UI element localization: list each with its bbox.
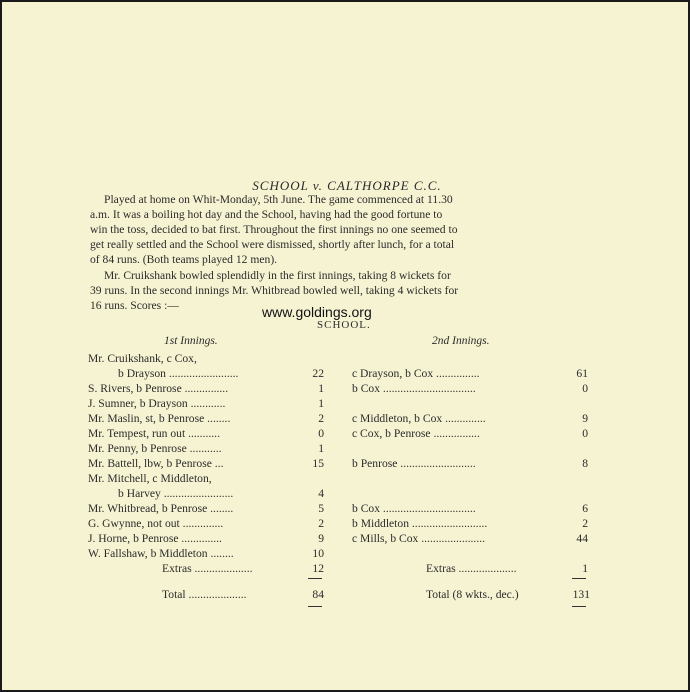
paragraph-line: a.m. It was a boiling hot day and the School, having had the good fortune to bbox=[90, 208, 443, 221]
batsman-row bbox=[352, 501, 592, 516]
batsman-dismissal: Mr. Cruikshank, c Cox, bbox=[88, 352, 197, 365]
batsman-row bbox=[88, 441, 328, 456]
batsman-row bbox=[352, 531, 592, 546]
batsman-dismissal: Mr. Whitbread, b Penrose ........ bbox=[88, 502, 234, 515]
batsman-dismissal: Mr. Tempest, run out ........... bbox=[88, 427, 220, 440]
batsman-row bbox=[352, 411, 592, 426]
batsman-dismissal: W. Fallshaw, b Middleton ........ bbox=[88, 547, 234, 560]
match-report-paragraph-1 bbox=[90, 192, 458, 267]
paragraph-line: 39 runs. In the second innings Mr. Whitbread bowled well, taking 4 wickets for bbox=[90, 284, 459, 297]
extras-label: Extras .................... bbox=[162, 562, 253, 575]
batsman-row bbox=[352, 381, 592, 396]
total-row bbox=[88, 587, 328, 602]
batsman-row bbox=[88, 471, 328, 486]
paragraph-line: 16 runs. Scores :— bbox=[90, 299, 179, 312]
batsman-runs: 15 bbox=[312, 457, 324, 470]
batsman-dismissal: b Penrose .......................... bbox=[352, 457, 476, 470]
paragraph-line: win the toss, decided to bat first. Throughout the first innings no one seemed to bbox=[90, 223, 458, 236]
total-rule bbox=[572, 606, 586, 607]
batsman-runs: 2 bbox=[318, 412, 324, 425]
first-innings-heading: 1st Innings. bbox=[164, 335, 218, 347]
batsman-row bbox=[88, 426, 328, 441]
batsman-row bbox=[88, 351, 328, 366]
batsman-runs: 1 bbox=[318, 397, 324, 410]
batsman-dismissal: c Cox, b Penrose ................ bbox=[352, 427, 480, 440]
batsman-runs: 8 bbox=[582, 457, 588, 470]
batsman-runs: 9 bbox=[582, 412, 588, 425]
total-label: Total .................... bbox=[162, 588, 247, 601]
extras-runs: 12 bbox=[312, 562, 324, 575]
batsman-dismissal: b Harvey ........................ bbox=[118, 487, 234, 500]
batsman-row bbox=[88, 396, 328, 411]
batsman-row bbox=[88, 501, 328, 516]
batsman-runs: 6 bbox=[582, 502, 588, 515]
batsman-row bbox=[352, 456, 592, 471]
batsman-row bbox=[352, 366, 592, 381]
batsman-dismissal: b Cox ................................ bbox=[352, 382, 476, 395]
batsman-runs: 4 bbox=[318, 487, 324, 500]
batsman-runs: 44 bbox=[576, 532, 588, 545]
batsman-row bbox=[88, 411, 328, 426]
extras-row bbox=[352, 561, 592, 576]
paragraph-line: get really settled and the School were dismissed, shortly after lunch, for a total bbox=[90, 238, 455, 251]
batsman-dismissal: G. Gwynne, not out .............. bbox=[88, 517, 224, 530]
batsman-runs: 10 bbox=[312, 547, 324, 560]
batsman-runs: 22 bbox=[312, 367, 324, 380]
total-rule bbox=[308, 606, 322, 607]
second-innings-heading: 2nd Innings. bbox=[432, 335, 490, 347]
batsman-runs: 0 bbox=[318, 427, 324, 440]
batsman-row bbox=[352, 426, 592, 441]
batsman-row bbox=[88, 456, 328, 471]
batsman-dismissal: Mr. Battell, lbw, b Penrose ... bbox=[88, 457, 224, 470]
batsman-row bbox=[88, 531, 328, 546]
extras-row bbox=[88, 561, 328, 576]
paragraph-line: Played at home on Whit-Monday, 5th June. The game commenced at 11.30 bbox=[104, 193, 453, 206]
batsman-dismissal: c Middleton, b Cox .............. bbox=[352, 412, 486, 425]
total-row bbox=[352, 587, 592, 602]
batsman-dismissal: J. Sumner, b Drayson ............ bbox=[88, 397, 226, 410]
total-rule bbox=[572, 578, 586, 579]
batsman-runs: 2 bbox=[318, 517, 324, 530]
batsman-row bbox=[88, 486, 328, 501]
batsman-dismissal: S. Rivers, b Penrose ............... bbox=[88, 382, 229, 395]
batsman-runs: 2 bbox=[582, 517, 588, 530]
paragraph-line: Mr. Cruikshank bowled splendidly in the first innings, taking 8 wickets for bbox=[104, 269, 451, 282]
match-title: SCHOOL v. CALTHORPE C.C. bbox=[252, 178, 442, 193]
batsman-row bbox=[352, 516, 592, 531]
batsman-row bbox=[88, 381, 328, 396]
total-runs: 84 bbox=[312, 588, 324, 601]
batsman-dismissal: Mr. Mitchell, c Middleton, bbox=[88, 472, 212, 485]
paragraph-line: of 84 runs. (Both teams played 12 men). bbox=[90, 253, 278, 266]
batsman-row bbox=[88, 366, 328, 381]
batsman-dismissal: b Drayson ........................ bbox=[118, 367, 239, 380]
batsman-dismissal: c Drayson, b Cox ............... bbox=[352, 367, 480, 380]
batsman-dismissal: Mr. Maslin, st, b Penrose ........ bbox=[88, 412, 231, 425]
total-label: Total (8 wkts., dec.) bbox=[426, 588, 519, 601]
team-heading: SCHOOL. bbox=[317, 319, 371, 331]
batsman-dismissal: Mr. Penny, b Penrose ........... bbox=[88, 442, 222, 455]
batsman-runs: 1 bbox=[318, 442, 324, 455]
total-runs: 131 bbox=[572, 588, 590, 601]
batsman-dismissal: b Cox ................................ bbox=[352, 502, 476, 515]
total-rule bbox=[308, 578, 322, 579]
website-watermark: www.goldings.org bbox=[262, 304, 372, 320]
batsman-row bbox=[88, 546, 328, 561]
batsman-runs: 0 bbox=[582, 382, 588, 395]
batsman-row bbox=[88, 516, 328, 531]
batsman-runs: 5 bbox=[318, 502, 324, 515]
batsman-dismissal: J. Horne, b Penrose .............. bbox=[88, 532, 222, 545]
batsman-runs: 1 bbox=[318, 382, 324, 395]
batsman-runs: 9 bbox=[318, 532, 324, 545]
batsman-dismissal: b Middleton .......................... bbox=[352, 517, 488, 530]
extras-label: Extras .................... bbox=[426, 562, 517, 575]
extras-runs: 1 bbox=[582, 562, 588, 575]
batsman-runs: 0 bbox=[582, 427, 588, 440]
batsman-runs: 61 bbox=[576, 367, 588, 380]
batsman-dismissal: c Mills, b Cox ...................... bbox=[352, 532, 486, 545]
